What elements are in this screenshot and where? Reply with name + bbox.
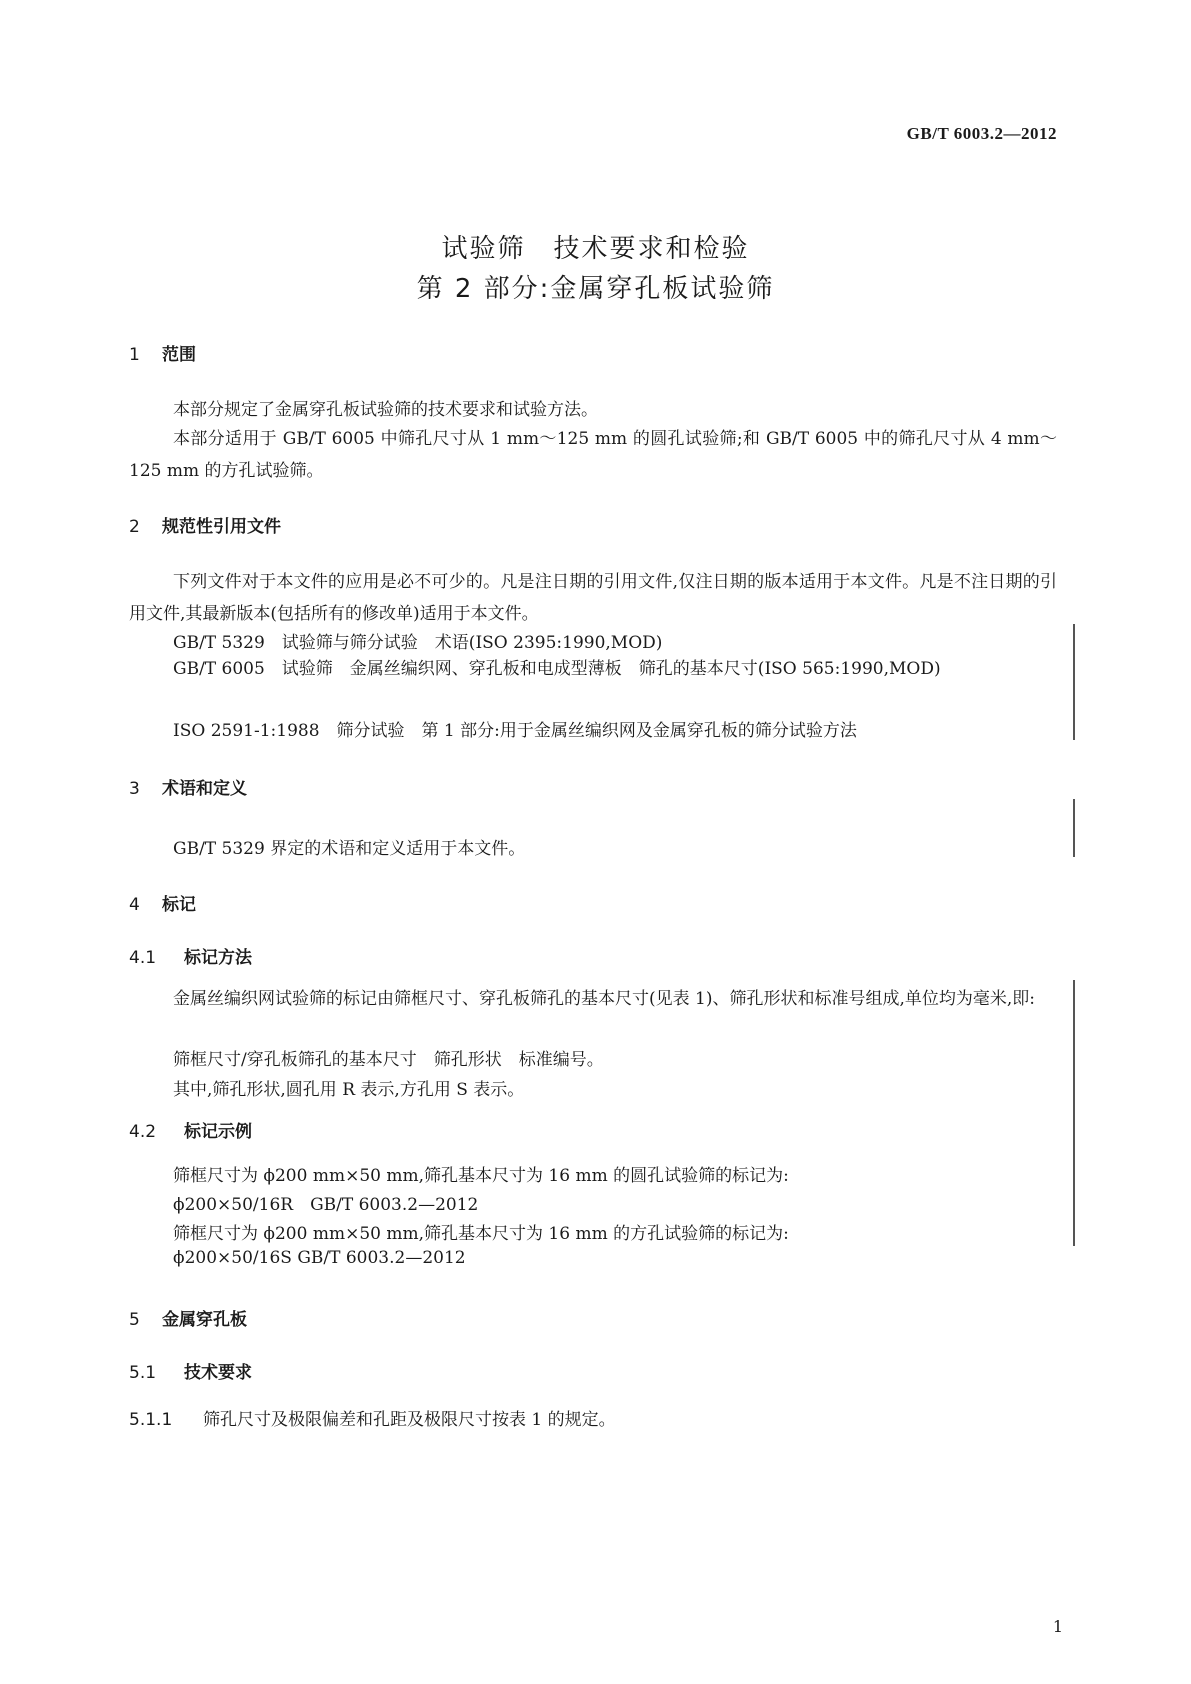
- reference-2: GB/T 6005 试验筛 金属丝编织网、穿孔板和电成型薄板 筛孔的基本尺寸(ISO 565:1990,MOD): [173, 659, 941, 679]
- section-title: 术语和定义: [162, 779, 247, 799]
- section-number: 5.1: [129, 1363, 157, 1383]
- s1-paragraph-1: 本部分规定了金属穿孔板试验筛的技术要求和试验方法。: [173, 400, 598, 420]
- section-title: 标记: [162, 895, 196, 915]
- s1-paragraph-2: 本部分适用于 GB/T 6005 中筛孔尺寸从 1 mm～125 mm 的圆孔试验筛;和 GB/T 6005 中的筛孔尺寸从 4 mm～125 mm 的方孔试验筛。: [129, 429, 1057, 481]
- section-number: 3: [129, 779, 140, 799]
- clause-number: 5.1.1: [129, 1410, 173, 1430]
- revision-bar: [1073, 624, 1075, 740]
- section-number: 1: [129, 345, 140, 365]
- section-4-1-heading: [129, 943, 252, 968]
- section-title: 技术要求: [184, 1363, 252, 1383]
- title-line-1: 试验筛 技术要求和检验: [441, 234, 750, 264]
- example-line-2: ϕ200×50/16R GB/T 6003.2—2012: [173, 1195, 479, 1215]
- section-5-heading: [129, 1305, 247, 1330]
- section-3-heading: [129, 774, 247, 799]
- s41-paragraph-1: 金属丝编织网试验筛的标记由筛框尺寸、穿孔板筛孔的基本尺寸(见表 1)、筛孔形状和标准号组成,单位均为毫米,即:: [173, 989, 1036, 1009]
- example-line-1: 筛框尺寸为 ϕ200 mm×50 mm,筛孔基本尺寸为 16 mm 的圆孔试验筛的标记为:: [173, 1166, 789, 1186]
- example-line-4: ϕ200×50/16S GB/T 6003.2—2012: [173, 1248, 466, 1268]
- section-4-heading: [129, 890, 196, 915]
- section-title: 金属穿孔板: [162, 1310, 247, 1330]
- reference-1: GB/T 5329 试验筛与筛分试验 术语(ISO 2395:1990,MOD): [173, 633, 663, 653]
- revision-bar: [1073, 799, 1075, 857]
- revision-bar: [1073, 980, 1075, 1246]
- section-title: 规范性引用文件: [162, 517, 281, 537]
- section-number: 4.2: [129, 1122, 157, 1142]
- section-4-2-heading: [129, 1117, 252, 1142]
- s3-paragraph-1: GB/T 5329 界定的术语和定义适用于本文件。: [173, 839, 526, 859]
- section-title: 标记方法: [184, 948, 252, 968]
- clause-text: 筛孔尺寸及极限偏差和孔距及极限尺寸按表 1 的规定。: [203, 1410, 616, 1430]
- section-title: 标记示例: [184, 1122, 252, 1142]
- clause-5-1-1: [129, 1405, 616, 1430]
- title-line-2: 第 2 部分:金属穿孔板试验筛: [416, 274, 775, 304]
- section-number: 2: [129, 517, 140, 537]
- s41-paragraph-3: 其中,筛孔形状,圆孔用 R 表示,方孔用 S 表示。: [173, 1080, 525, 1100]
- standard-code: GB/T 6003.2—2012: [906, 124, 1057, 143]
- s41-paragraph-2: 筛框尺寸/穿孔板筛孔的基本尺寸 筛孔形状 标准编号。: [173, 1050, 604, 1070]
- page-number: 1: [1052, 1617, 1063, 1636]
- section-title: 范围: [162, 345, 196, 365]
- reference-3: ISO 2591-1:1988 筛分试验 第 1 部分:用于金属丝编织网及金属穿孔板的筛分试验方法: [173, 721, 857, 741]
- s2-paragraph-1: 下列文件对于本文件的应用是必不可少的。凡是注日期的引用文件,仅注日期的版本适用于本文件。凡是不注日期的引用文件,其最新版本(包括所有的修改单)适用于本文件。: [129, 572, 1057, 624]
- section-1-heading: [129, 340, 196, 365]
- section-number: 4.1: [129, 948, 157, 968]
- section-number: 4: [129, 895, 140, 915]
- section-5-1-heading: [129, 1358, 252, 1383]
- section-2-heading: [129, 512, 281, 537]
- example-line-3: 筛框尺寸为 ϕ200 mm×50 mm,筛孔基本尺寸为 16 mm 的方孔试验筛的标记为:: [173, 1224, 789, 1244]
- section-number: 5: [129, 1310, 140, 1330]
